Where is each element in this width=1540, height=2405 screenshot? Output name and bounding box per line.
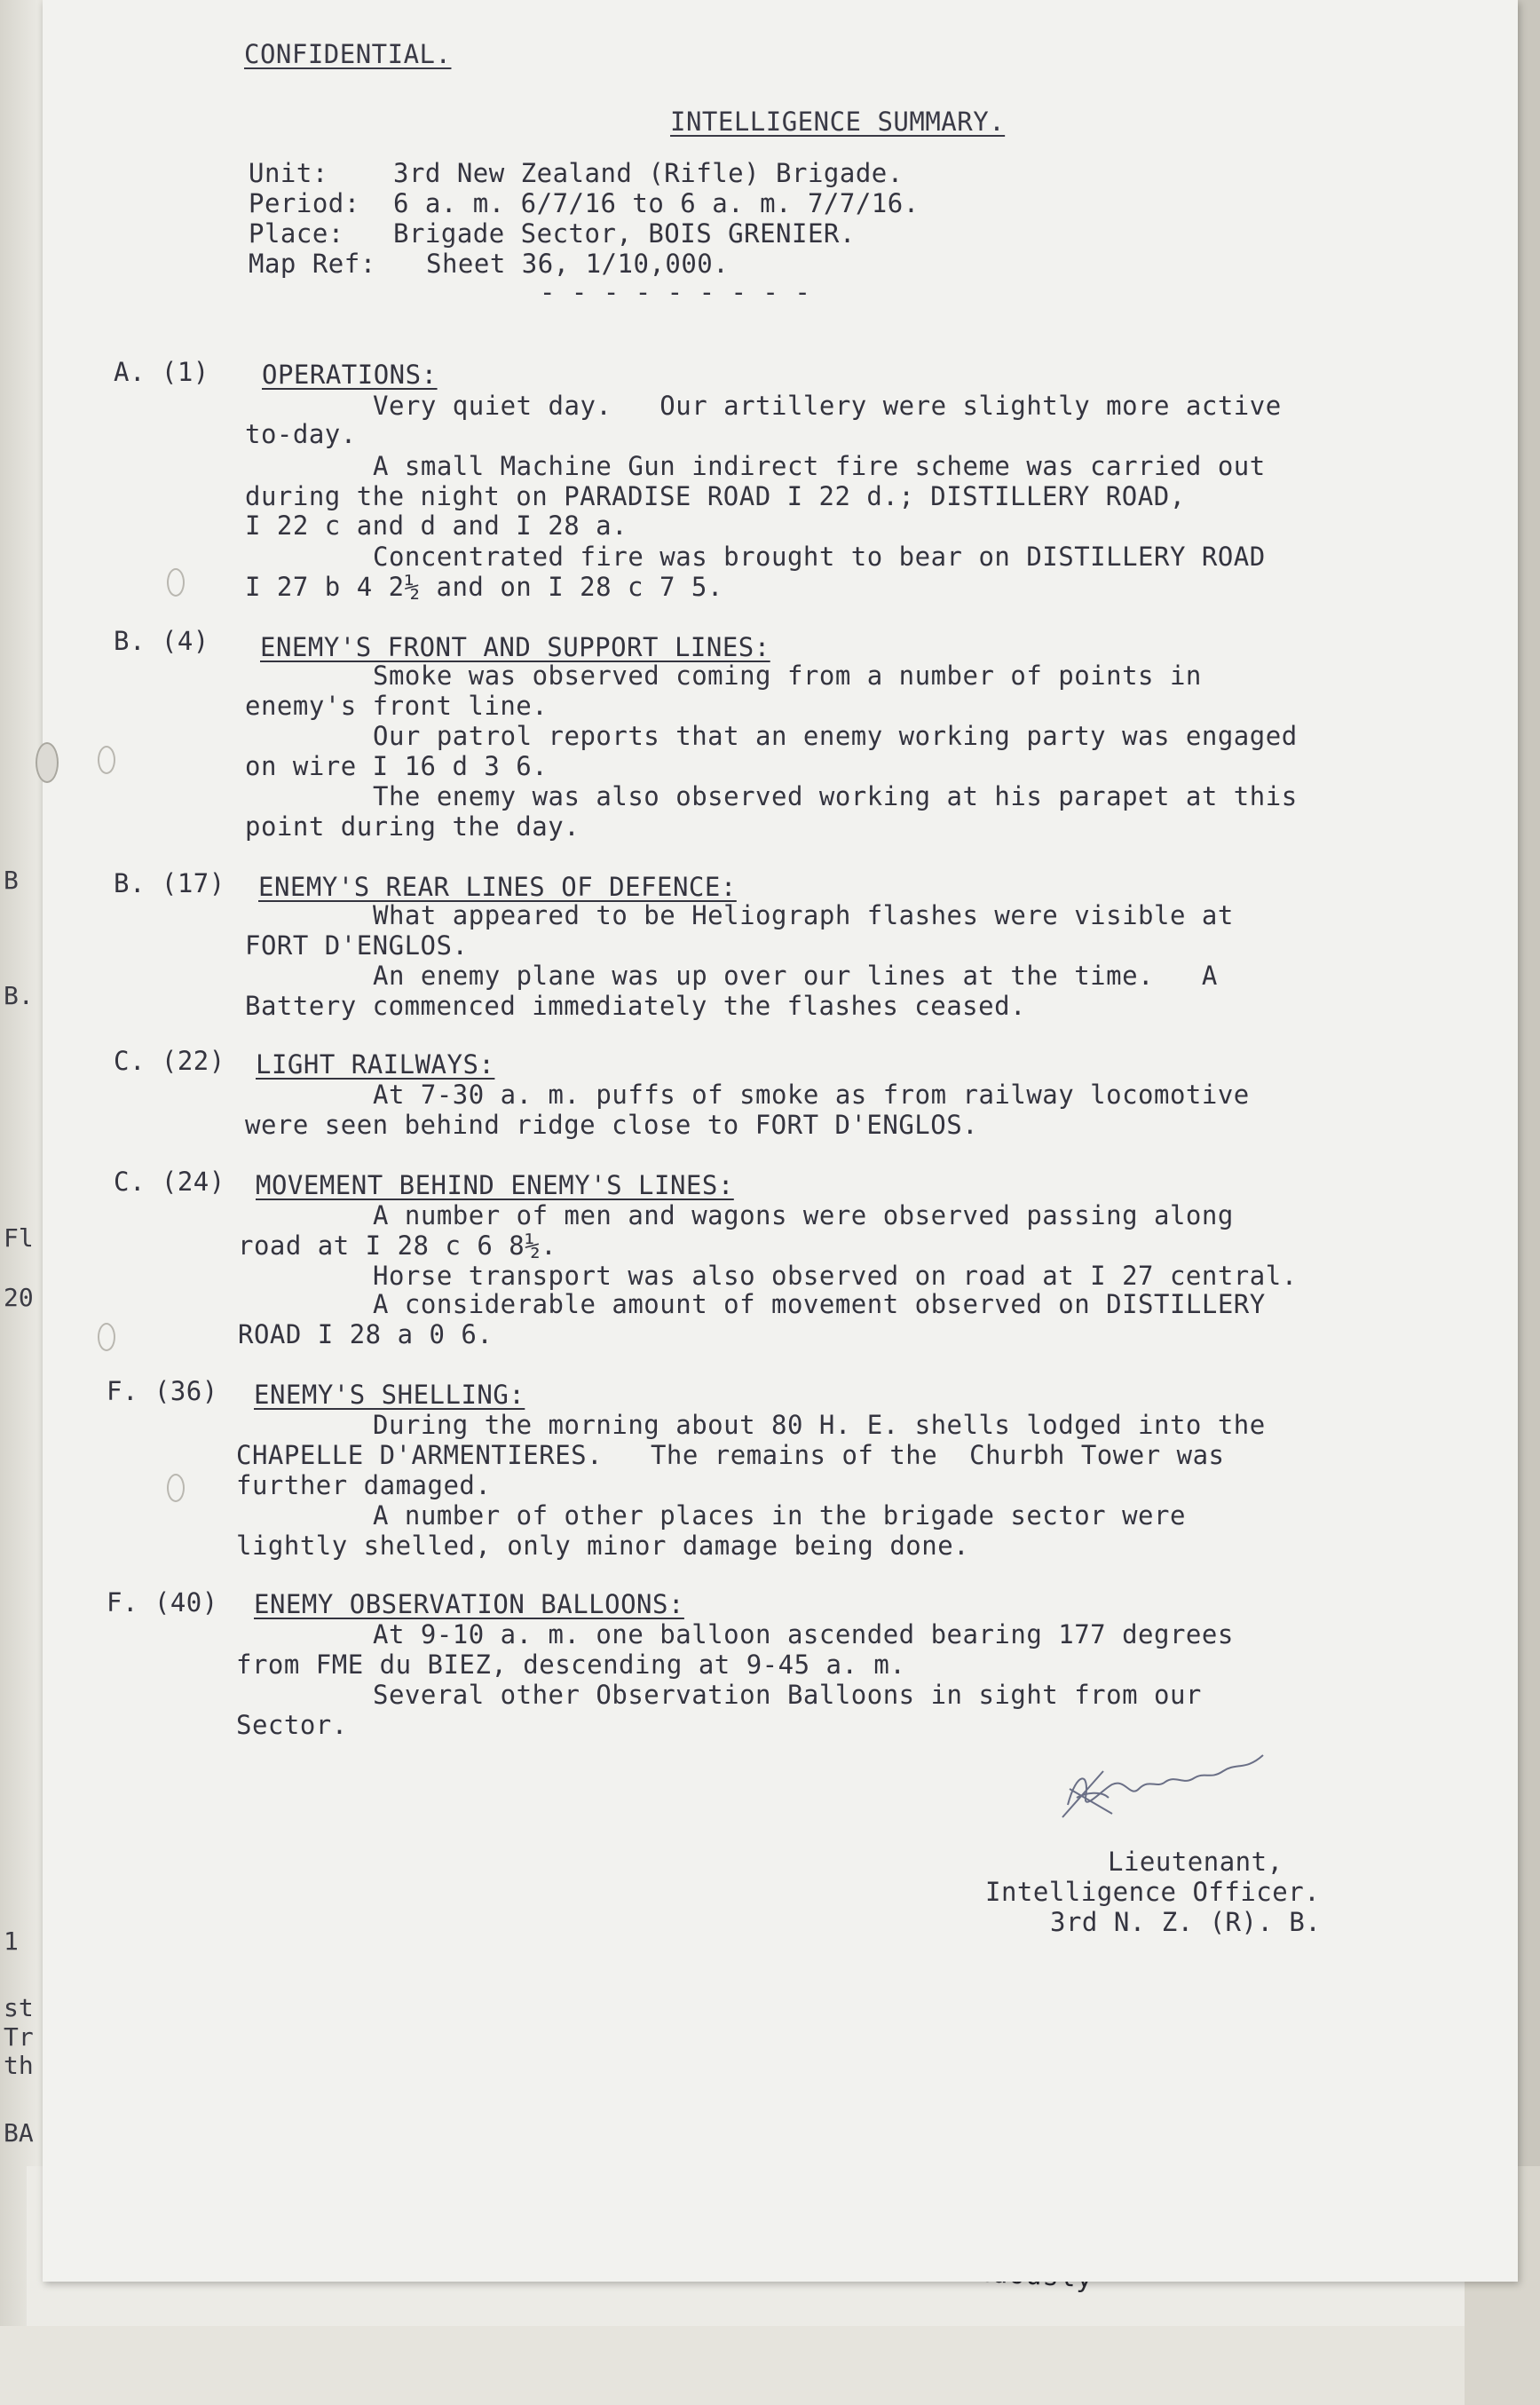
edge-fragment: BA: [4, 2118, 34, 2148]
text-line: Very quiet day. Our artillery were slightly more active: [373, 391, 1282, 421]
reinforcement-ring-icon: [98, 1323, 115, 1351]
text-line: At 7-30 a. m. puffs of smoke as from railway locomotive: [373, 1080, 1250, 1110]
section-marker: F. (36): [107, 1376, 218, 1406]
section-heading: ENEMY'S REAR LINES OF DEFENCE:: [258, 872, 737, 902]
text-line: Sector.: [236, 1710, 348, 1740]
text-line: Smoke was observed coming from a number of points in: [373, 661, 1202, 691]
reinforcement-ring-icon: [98, 746, 115, 774]
edge-fragment: 1: [4, 1926, 19, 1956]
signature-rank: Lieutenant,: [1108, 1847, 1283, 1877]
edge-fragment: st: [4, 1993, 34, 2022]
section-marker: B. (17): [114, 868, 225, 898]
edge-fragment: Fl: [4, 1223, 34, 1253]
edge-fragment: Tr: [4, 2022, 34, 2052]
signature-role: Intelligence Officer.: [985, 1877, 1321, 1907]
section-marker: A. (1): [114, 357, 209, 387]
text-line: Battery commenced immediately the flashes ceased.: [245, 991, 1027, 1021]
unit-value: 3rd New Zealand (Rifle) Brigade.: [393, 158, 904, 188]
text-line: during the night on PARADISE ROAD I 22 d.; DISTILLERY ROAD,: [245, 481, 1186, 511]
confidential-stamp: CONFIDENTIAL.: [244, 39, 452, 69]
text-line: from FME du BIEZ, descending at 9-45 a. m.: [236, 1649, 906, 1680]
underlying-page-bottom-2: [0, 2326, 1540, 2405]
text-line: enemy's front line.: [245, 691, 549, 721]
text-line: A small Machine Gun indirect fire scheme was carried out: [373, 451, 1266, 481]
text-line: on wire I 16 d 3 6.: [245, 751, 549, 781]
text-line: The enemy was also observed working at his parapet at this: [373, 781, 1298, 811]
edge-fragment: 20: [4, 1283, 34, 1312]
edge-fragment: th: [4, 2051, 34, 2080]
text-line: lightly shelled, only minor damage being done.: [236, 1531, 970, 1561]
text-line: A considerable amount of movement observed on DISTILLERY: [373, 1289, 1266, 1319]
section-heading: ENEMY'S FRONT AND SUPPORT LINES:: [260, 632, 770, 662]
text-line: An enemy plane was up over our lines at the time. A: [373, 961, 1218, 991]
text-line: A number of men and wagons were observed passing along: [373, 1200, 1234, 1230]
text-line: road at I 28 c 6 8½.: [238, 1230, 557, 1261]
text-line: I 22 c and d and I 28 a.: [245, 510, 628, 541]
text-line: further damaged.: [236, 1470, 492, 1500]
text-line: to-day.: [245, 419, 357, 449]
text-line: point during the day.: [245, 811, 580, 842]
section-marker: C. (24): [114, 1167, 225, 1197]
text-line: Our patrol reports that an enemy working party was engaged: [373, 721, 1298, 751]
place-value: Brigade Sector, BOIS GRENIER.: [393, 218, 856, 249]
text-line: What appeared to be Heliograph flashes were visible at: [373, 900, 1234, 930]
edge-fragment: B.: [4, 981, 34, 1010]
text-line: were seen behind ridge close to FORT D'ENGLOS.: [245, 1110, 979, 1140]
punch-hole-icon: [36, 742, 59, 783]
reinforcement-ring-icon: [167, 568, 185, 597]
text-line: I 27 b 4 2½ and on I 28 c 7 5.: [245, 572, 723, 602]
text-line: At 9-10 a. m. one balloon ascended bearing 177 degrees: [373, 1619, 1234, 1649]
map-ref-value: Sheet 36, 1/10,000.: [426, 249, 730, 279]
document-sheet: [43, 0, 1518, 2282]
section-heading: LIGHT RAILWAYS:: [256, 1049, 495, 1080]
text-line: Several other Observation Balloons in sight from our: [373, 1680, 1202, 1710]
text-line: ROAD I 28 a 0 6.: [238, 1319, 494, 1349]
text-line: A number of other places in the brigade sector were: [373, 1500, 1186, 1531]
text-line: CHAPELLE D'ARMENTIERES. The remains of the Churbh Tower was: [236, 1440, 1225, 1470]
text-line: Concentrated fire was brought to bear on DISTILLERY ROAD: [373, 542, 1266, 572]
handwritten-signature: [1050, 1736, 1316, 1833]
page-title: INTELLIGENCE SUMMARY.: [670, 107, 1006, 137]
text-line: Horse transport was also observed on road at I 27 central.: [373, 1261, 1298, 1291]
section-heading: ENEMY OBSERVATION BALLOONS:: [254, 1589, 684, 1619]
text-line: FORT D'ENGLOS.: [245, 930, 469, 961]
section-marker: C. (22): [114, 1046, 225, 1076]
section-marker: B. (4): [114, 626, 209, 656]
header-rule: - - - - - - - - -: [540, 277, 811, 307]
reinforcement-ring-icon: [167, 1474, 185, 1502]
unit-label: Unit:: [249, 158, 328, 188]
signature-unit: 3rd N. Z. (R). B.: [1050, 1907, 1322, 1937]
text-line: During the morning about 80 H. E. shells lodged into the: [373, 1410, 1266, 1440]
edge-fragment: B: [4, 866, 19, 895]
place-label: Place:: [249, 218, 344, 249]
map-ref-label: Map Ref:: [249, 249, 376, 279]
section-heading: OPERATIONS:: [262, 360, 438, 390]
period-label: Period:: [249, 188, 360, 218]
section-heading: MOVEMENT BEHIND ENEMY'S LINES:: [256, 1170, 734, 1200]
section-heading: ENEMY'S SHELLING:: [254, 1380, 525, 1410]
period-value: 6 a. m. 6/7/16 to 6 a. m. 7/7/16.: [393, 188, 920, 218]
section-marker: F. (40): [107, 1587, 218, 1618]
